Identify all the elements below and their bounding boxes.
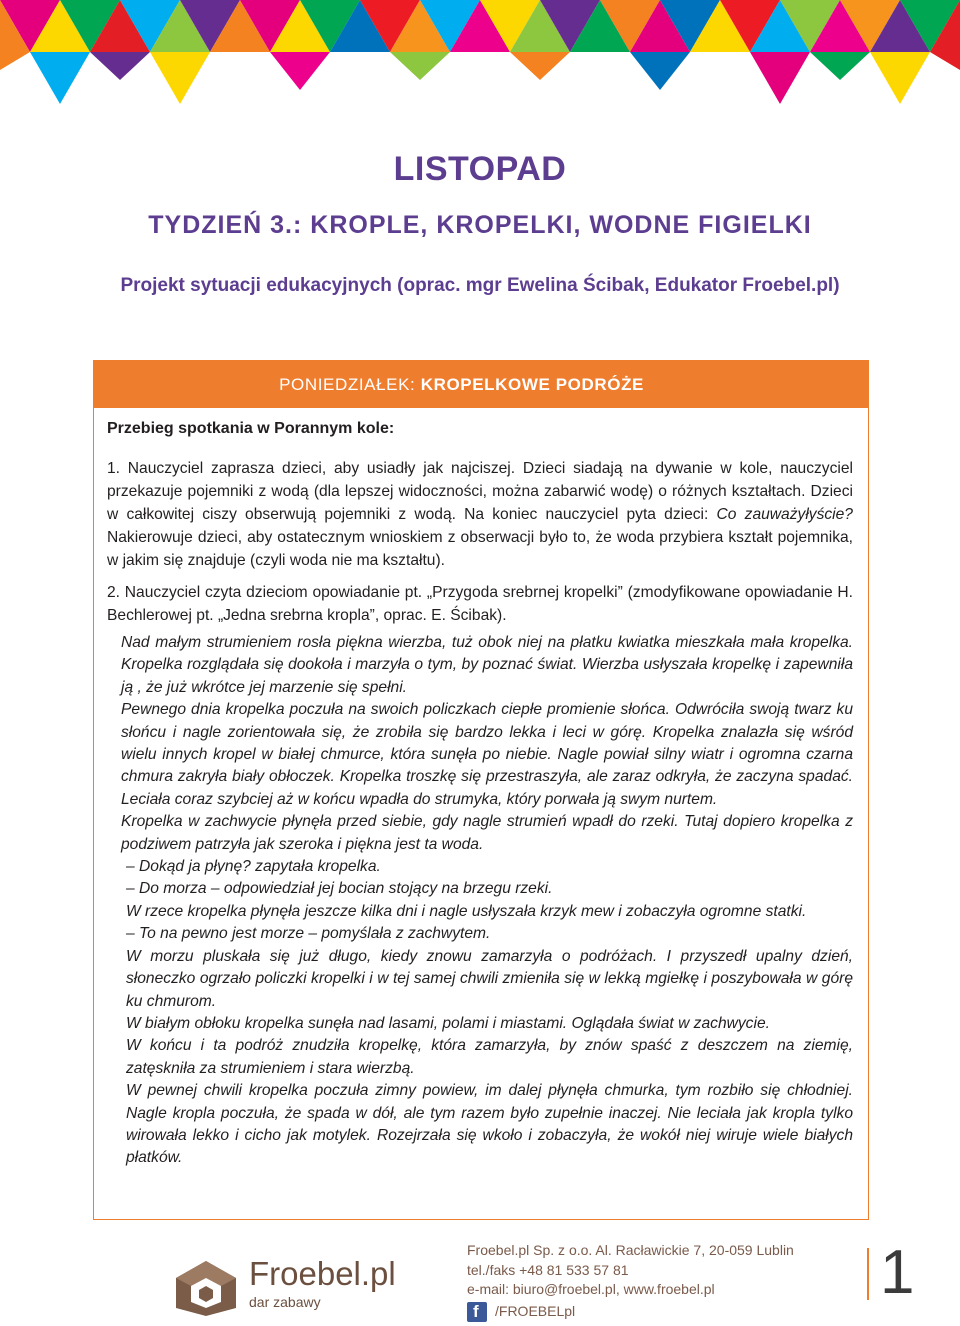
story-paragraph: W białym obłoku kropelka sunęła nad lasami, polami i miastami. Oglądała świat w zachwycie. (126, 1014, 770, 1032)
banner-triangles (0, 0, 960, 104)
story-text (121, 632, 853, 1170)
story-paragraph: – To na pewno jest morze – pomyślała z zachwytem. (126, 925, 491, 943)
lead-heading: Przebieg spotkania w Porannym kole: (107, 420, 395, 437)
story-paragraph: W morzu pluskała się już długo, kiedy znowu zamarzyła o podróżach. I przyszedł upalny dzień, słoneczko ogrzało policzki kropelki i w tej samej chwili zmieniła się w lekką mgiełkę i poszybowała w górę ku chmurom. (126, 947, 853, 1010)
logo-tagline: dar zabawy (249, 1294, 321, 1310)
paragraph-1-start: 1. Nauczyciel zaprasza dzieci, aby usiadły jak najciszej. Dzieci siadają na dywanie w kole, nauczyciel przekazuje pojemniki z wodą (dla lepszej widoczności, można zabarwić wodę) o różnych kształtach. Dzieci w całkowitej ciszy obserwują pojemniki z wodą. Na koniec nauczyciel pyta dzieci: (107, 460, 853, 523)
day-title: KROPELKOWE PODRÓŻE (420, 375, 644, 394)
page-number-divider (867, 1248, 869, 1300)
triangle-banner (0, 0, 960, 110)
story-paragraph: Nad małym strumieniem rosła piękna wierzba, tuż obok niej na płatku kwiatka mieszkała mała kropelka. Kropelka rozglądała się dookoła i marzyła o tym, by poznać świat. Wierzba usłyszała kropelkę i zapewniła ją , że już wkrótce jej marzenie się spełni. (121, 634, 853, 696)
paragraph-2: 2. Nauczyciel czyta dzieciom opowiadanie pt. „Przygoda srebrnej kropelki” (zmodyfikowane opowiadanie H. Bechlerowej pt. „Jedna srebrna kropla”, oprac. E. Ścibak). (107, 584, 853, 624)
day-label: PONIEDZIAŁEK: (279, 375, 416, 394)
paragraph-1-question: Co zauważyłyście? (716, 506, 853, 523)
page-number: 1 (880, 1238, 915, 1307)
email-web[interactable]: e-mail: biuro@froebel.pl, www.froebel.pl (467, 1281, 715, 1297)
story-paragraph: – Do morza – odpowiedział jej bocian stojący na brzegu rzeki. (126, 880, 553, 898)
facebook-icon (467, 1302, 487, 1322)
paragraph-1 (107, 457, 853, 572)
contact-block (467, 1241, 847, 1322)
story-paragraph: W rzece kropelka płynęła jeszcze kilka dni i nagle usłyszała krzyk mew i zobaczyła ogromne statki. (126, 902, 807, 920)
story-paragraph: W końcu i ta podróż znudziła kropelkę, która zamarzyła, by znów spaść z deszczem na ziemię, zatęskniła za strumieniem i stara wierzbą. (126, 1037, 853, 1077)
facebook-link[interactable] (467, 1302, 847, 1322)
story-paragraph: – Dokąd ja płynę? zapytała kropelka. (126, 858, 381, 876)
story-paragraph: W pewnej chwili kropelka poczuła zimny powiew, im dalej płynęła chmurka, tym rozbiło się chłodniej. Nagle kropla poczuła, że spada w dół, ale tym razem było zupełnie inaczej. Nie leciała jak kropla tylko wirowała lekko i cicho jak motylek. Rozejrzała się wkoło i zobaczyła, że wokół niej wiruje wiele białych płatków. (126, 1082, 853, 1167)
lesson-content (107, 418, 853, 636)
facebook-handle: /FROEBELpl (495, 1302, 576, 1319)
week-title: TYDZIEŃ 3.: KROPLE, KROPELKI, WODNE FIGIELKI (148, 211, 812, 239)
story-paragraph: Pewnego dnia kropelka poczuła na swoich policzkach ciepłe promienie słońca. Odwróciła swoją twarz ku słońcu i nagle zorientowała się, że zrobiła się bardzo lekka i leci w górę. Kropelka znalazła się wśród wielu innych kropel w białej chmurce, która sunęła po niebie. Nagle powiał silny wiatr i ogromna czarna chmura zakryła biały obłoczek. Kropelka troszkę się przestraszyła, ale zaraz odkryła, że zaczyna spadać. Leciała coraz szybciej aż w końcu wpadła do strumyka, który porwała ją swym nurtem. (121, 701, 853, 808)
project-line: Projekt sytuacji edukacyjnych (oprac. mgr Ewelina Ścibak, Edukator Froebel.pl) (120, 275, 840, 296)
logo-name: Froebel.pl (249, 1255, 396, 1292)
phone: tel./faks +48 81 533 57 81 (467, 1261, 629, 1278)
company-address: Froebel.pl Sp. z o.o. Al. Racławickie 7, 20-059 Lublin (467, 1242, 794, 1258)
story-paragraph: Kropelka w zachwycie płynęła przed siebie, gdy nagle strumień wpadł do rzeki. Tutaj dopiero kropelka z podziwem patrzyła jak szeroka i piękna jest ta woda. (121, 813, 853, 853)
day-header (94, 360, 868, 408)
paragraph-1-end: Nakierowuje dzieci, aby ostatecznym wnioskiem z obserwacji było to, że woda przybiera kształt pojemnika, w jakim się znajduje (czyli woda nie ma kształtu). (107, 529, 853, 569)
month-title: LISTOPAD (393, 150, 567, 188)
